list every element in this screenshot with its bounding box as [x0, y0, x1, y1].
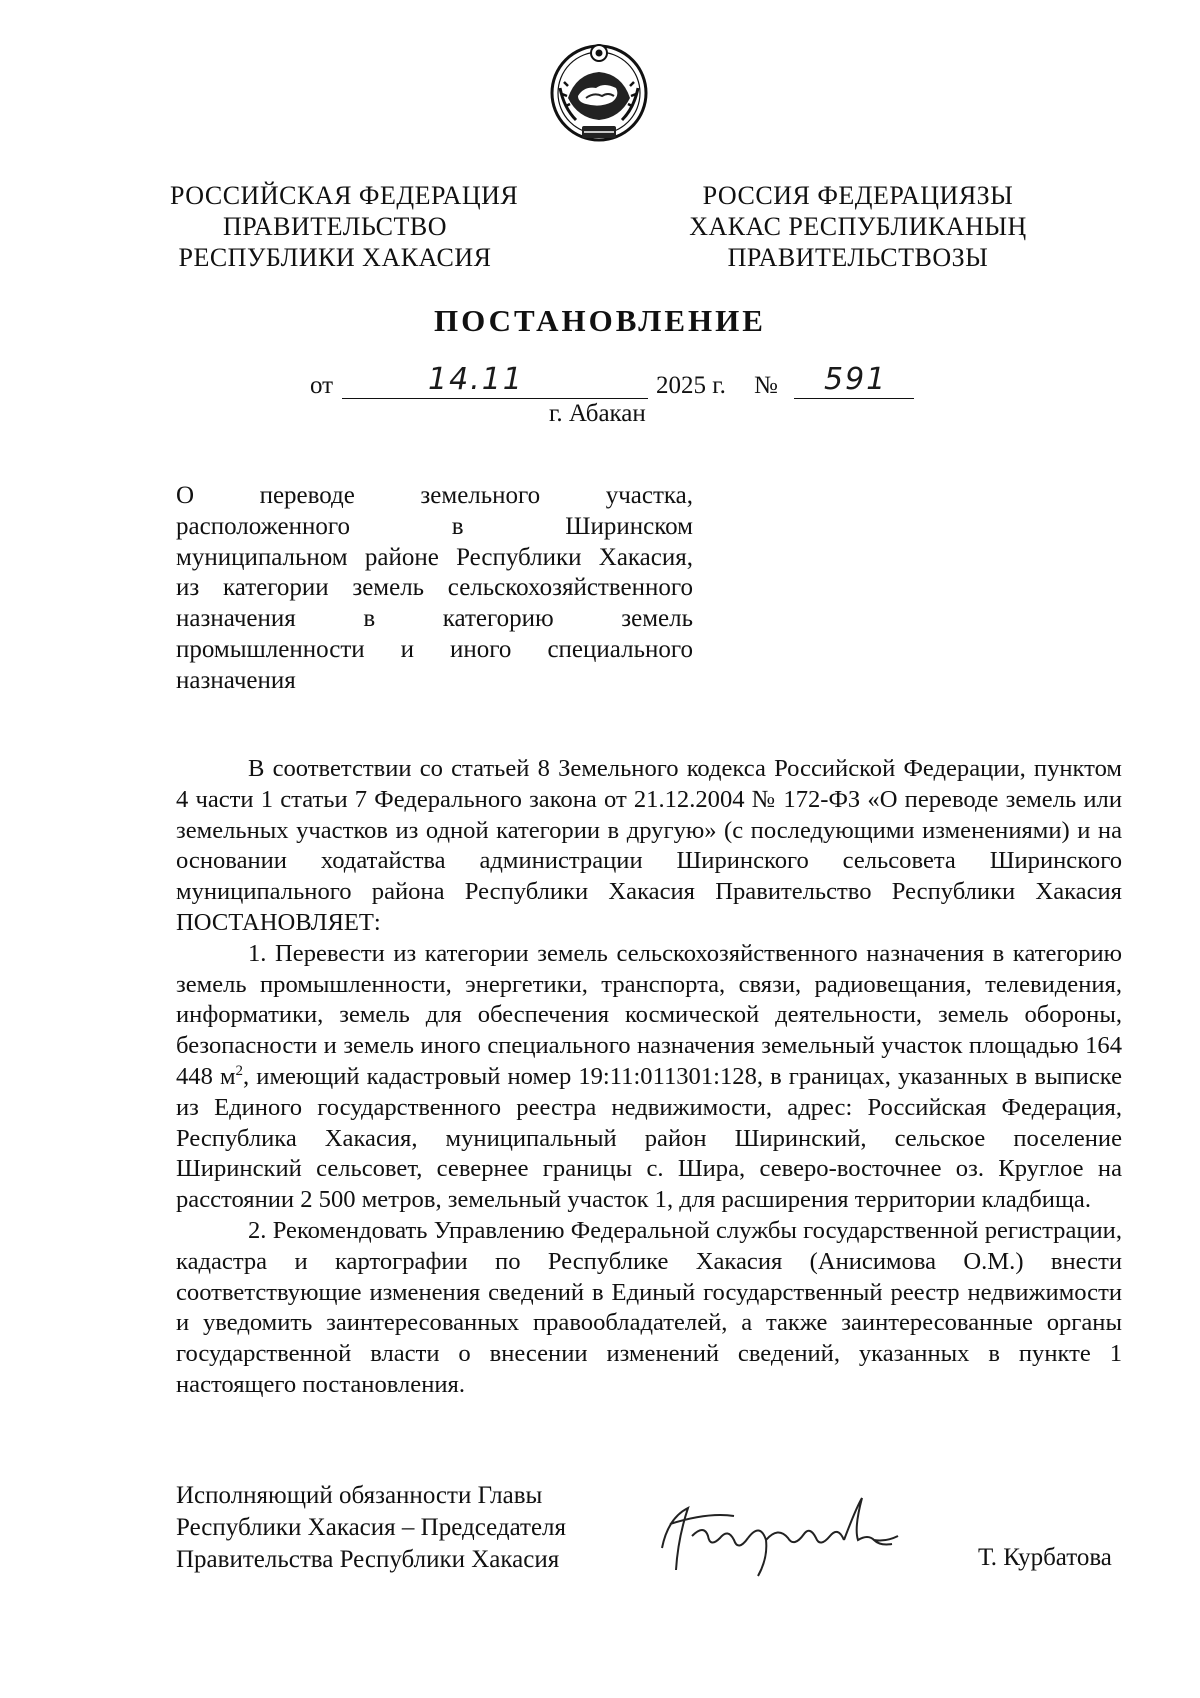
header-right [688, 180, 1028, 273]
subject-line: расположенного в Ширинском [176, 512, 693, 540]
item-1-paragraph [176, 939, 1122, 1216]
city-label: г. Абакан [549, 400, 646, 427]
coat-of-arms-emblem-icon [546, 38, 652, 144]
position-line: Исполняющий обязанности Главы [176, 1482, 543, 1509]
subject-line: промышленности и иного специального [176, 635, 693, 663]
subject-line: из категории земель сельскохозяйственного [176, 574, 693, 602]
handwritten-signature-icon [648, 1478, 908, 1588]
position-line: Республики Хакасия – Председателя [176, 1514, 567, 1541]
subject-line: назначения в категорию земель [176, 605, 693, 633]
position-line: Правительства Республики Хакасия [176, 1546, 560, 1573]
header-left-line: РЕСПУБЛИКИ ХАКАСИЯ [178, 243, 492, 272]
subject-line: назначения [176, 666, 296, 694]
document-subject [176, 481, 693, 697]
date-underline [342, 398, 648, 399]
handwritten-number: 591 [824, 362, 888, 397]
area-unit-superscript: 2 [235, 1062, 244, 1079]
from-label: от [310, 372, 334, 399]
subject-line: муниципальном районе Республики Хакасия, [176, 543, 693, 571]
item-2-paragraph: 2. Рекомендовать Управлению Федеральной службы государственной регистрации, кадастра и картографии по Республике Хакасия (Анисимова О.М.) внести соответствующие изменения сведений в Единый государственный реестр недвижимости и уведомить заинтересованных правообладателей, а также заинтересованные органы государственной власти о внесении изменений сведений, указанных в пункте 1 настоящего постановления. [176, 1216, 1122, 1398]
number-underline [794, 398, 914, 399]
number-label: № [754, 372, 778, 399]
signatory-name: Т. Курбатова [978, 1544, 1112, 1571]
year-label: 2025 г. [656, 372, 726, 399]
header-left [170, 180, 519, 273]
handwritten-date: 14.11 [428, 362, 524, 397]
item-1-text-continued: , имеющий кадастровый номер 19:11:011301:128, в границах, указанных в выписке из Единого государственного реестра недвижимости, адрес: Российская Федерация, Республика Хакасия, муниципальный район Ширинский, сельское поселение Ширинский сельсовет, севернее границы с. Шира, северо-восточнее оз. Круглое на расстоянии 2 500 метров, земельный участок 1, для расширения территории кладбища. [176, 1062, 1122, 1214]
header-left-line: ПРАВИТЕЛЬСТВО [223, 212, 447, 241]
preamble-paragraph: В соответствии со статьей 8 Земельного кодекса Российской Федерации, пунктом 4 части 1 статьи 7 Федерального закона от 21.12.2004 № 172-ФЗ «О переводе земель или земельных участков из одной категории в другую» (с последующими изменениями) и на основании ходатайства администрации Ширинского сельсовета Ширинского муниципального района Республики Хакасия Правительство Республики Хакасия ПОСТАНОВЛЯЕТ: [176, 755, 1122, 936]
header-right-line: РОССИЯ ФЕДЕРАЦИЯЗЫ [702, 181, 1014, 210]
signatory-position [176, 1480, 566, 1576]
document-body [176, 754, 1122, 1401]
header-left-line: РОССИЙСКАЯ ФЕДЕРАЦИЯ [170, 181, 519, 210]
subject-line: О переводе земельного участка, [176, 482, 693, 509]
item-1-text: 1. Перевести из категории земель сельскохозяйственного назначения в категорию земель промышленности, энергетики, транспорта, связи, радиовещания, телевидения, информатики, земель для обеспечения космической деятельности, земель обороны, безопасности и земель иного специального назначения земельный участок площадью 164 448 м [176, 939, 1122, 1090]
header-right-line: ХАКАС РЕСПУБЛИКАНЫҢ [689, 212, 1027, 241]
header-right-line: ПРАВИТЕЛЬСТВОЗЫ [727, 243, 989, 272]
document-title: ПОСТАНОВЛЕНИЕ [434, 303, 766, 338]
